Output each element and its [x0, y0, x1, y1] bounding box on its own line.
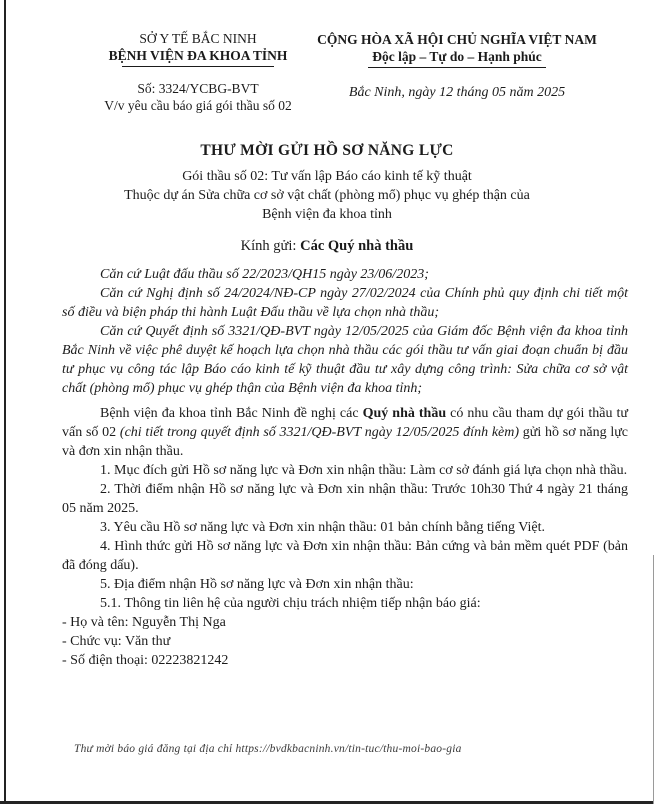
package-subtitle — [0, 167, 654, 224]
item-location: 5. Địa điểm nhận Hồ sơ năng lực và Đơn xin nhận thầu: — [100, 577, 414, 592]
national-motto: Độc lập – Tự do – Hạnh phúc — [372, 49, 542, 64]
issuer-parent-org: SỞ Y TẾ BẮC NINH — [139, 31, 257, 46]
request-paragraph — [62, 404, 628, 461]
document-subject: V/v yêu cầu báo giá gói thầu số 02 — [104, 98, 292, 113]
request-decision-ref: (chi tiết trong quyết định số 3321/QĐ-BVT ngày 12/05/2025 đính kèm) — [119, 425, 520, 440]
request-text: Bệnh viện đa khoa tỉnh Bắc Ninh đề nghị các — [100, 406, 363, 421]
national-header-block — [292, 31, 622, 101]
place-date: Bắc Ninh, ngày 12 tháng 05 năm 2025 — [348, 85, 566, 100]
request-text: gửi hồ sơ năng lực và đơn xin nhận thầu. — [62, 425, 629, 459]
scan-edge-left — [4, 0, 6, 804]
subtitle-line-2: Thuộc dự án Sửa chữa cơ sở vật chất (phòng mổ) phục vụ ghép thận của — [124, 188, 530, 203]
issuer-org-name: BỆNH VIỆN ĐA KHOA TỈNH — [108, 48, 288, 63]
footer-note: Thư mời báo giá đăng tại địa chỉ https://bvdkbacninh.vn/tin-tuc/thu-moi-bao-gia — [74, 743, 462, 755]
salutation-recipient: Các Quý nhà thầu — [300, 238, 414, 254]
contact-phone: - Số điện thoại: 02223821242 — [62, 653, 229, 668]
contact-name: - Họ và tên: Nguyễn Thị Nga — [62, 615, 226, 630]
item-format: 4. Hình thức gửi Hồ sơ năng lực và Đơn xin nhận thầu: Bản cứng và bản mềm quét PDF (bản đã đóng dấu). — [62, 539, 628, 573]
subtitle-line-1: Gói thầu số 02: Tư vấn lập Báo cáo kinh tế kỹ thuật — [182, 169, 472, 184]
letter-title: THƯ MỜI GỬI HỒ SƠ NĂNG LỰC — [200, 142, 454, 159]
salutation-label: Kính gửi: — [240, 238, 301, 254]
document-number: Số: 3324/YCBG-BVT — [137, 81, 259, 96]
legal-basis-paragraph: Căn cứ Nghị định số 24/2024/NĐ-CP ngày 27/02/2024 của Chính phủ quy định chi tiết một số điều và biện pháp thi hành Luật Đấu thầu về lựa chọn nhà thầu; — [62, 286, 628, 320]
request-text: có nhu cầu tham dự gói thầu tư vấn số 02 — [62, 406, 628, 440]
motto-underline — [368, 67, 546, 68]
issuer-underline — [122, 66, 274, 67]
national-title: CỘNG HÒA XÃ HỘI CHỦ NGHĨA VIỆT NAM — [317, 32, 597, 47]
legal-basis-paragraph: Căn cứ Quyết định số 3321/QĐ-BVT ngày 12/05/2025 của Giám đốc Bệnh viện đa khoa tỉnh Bắc Ninh về việc phê duyệt kế hoạch lựa chọn nhà thầu các gói thầu tư vấn giai đoạn chuẩn bị đầu tư phục vụ công tác lập Báo cáo kinh tế kỹ thuật đầu tư xây dựng công trình: Sửa chữa cơ sở vật chất (phòng mổ) phục vụ ghép thận của Bệnh viện đa khoa tỉnh; — [62, 324, 628, 396]
salutation — [0, 237, 654, 256]
legal-basis-paragraph: Căn cứ Luật đấu thầu số 22/2023/QH15 ngày 23/06/2023; — [100, 267, 429, 282]
item-requirement: 3. Yêu cầu Hồ sơ năng lực và Đơn xin nhận thầu: 01 bản chính bằng tiếng Việt. — [100, 520, 545, 535]
item-purpose: 1. Mục đích gửi Hồ sơ năng lực và Đơn xin nhận thầu: Làm cơ sở đánh giá lựa chọn nhà thầu. — [100, 463, 628, 478]
item-deadline: 2. Thời điểm nhận Hồ sơ năng lực và Đơn xin nhận thầu: Trước 10h30 Thứ 4 ngày 21 tháng 05 năm 2025. — [62, 482, 628, 516]
subtitle-line-3: Bệnh viện đa khoa tỉnh — [262, 207, 392, 222]
contact-position: - Chức vụ: Văn thư — [62, 634, 171, 649]
request-bold-recipient: Quý nhà thầu — [362, 406, 447, 421]
contact-heading: 5.1. Thông tin liên hệ của người chịu trách nhiệm tiếp nhận báo giá: — [100, 596, 481, 611]
